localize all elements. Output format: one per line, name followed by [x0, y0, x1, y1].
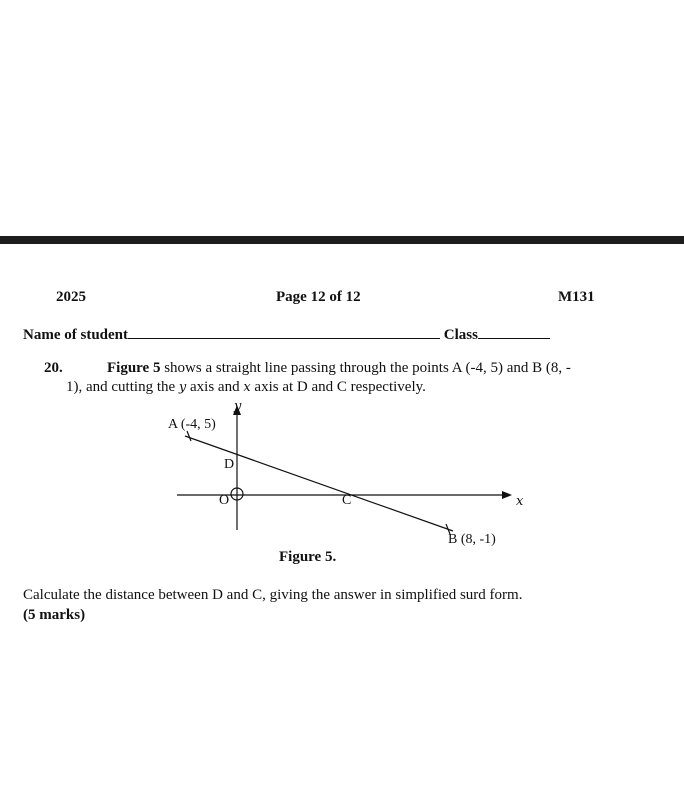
y-variable: y [178, 380, 187, 395]
x-axis-arrow-icon [502, 491, 512, 499]
class-label: Class [443, 327, 478, 343]
straight-line-ab [185, 436, 453, 531]
name-label: Name of student [23, 327, 128, 343]
y-axis-label: y [234, 399, 242, 414]
task-instruction: Calculate the distance between D and C, giving the answer in simplified surd form. [23, 587, 523, 603]
point-a-tick [187, 431, 191, 441]
header-year: 2025 [56, 289, 86, 305]
figure-caption: Figure 5. [279, 549, 337, 565]
point-d-label: D [224, 457, 235, 472]
question-text-d: axis at D and C respectively. [250, 379, 426, 395]
question-text-c: axis and [186, 379, 244, 395]
question-text-b: 1), and cutting the [66, 379, 179, 395]
header-paper-code: M131 [558, 289, 595, 305]
header-page-number: Page 12 of 12 [276, 289, 361, 305]
question-text-a: shows a straight line passing through the points A (-4, 5) and B (8, - [160, 360, 571, 376]
task-marks: (5 marks) [23, 607, 86, 623]
x-axis-label: x [516, 494, 524, 509]
x-variable: x [243, 380, 251, 395]
question-number: 20. [44, 360, 63, 376]
point-c-label: C [342, 493, 352, 508]
figure-reference: Figure 5 [107, 360, 161, 376]
point-b-label: B (8, -1) [448, 532, 496, 547]
origin-label: O [219, 493, 230, 508]
point-a-label: A (-4, 5) [168, 417, 216, 432]
